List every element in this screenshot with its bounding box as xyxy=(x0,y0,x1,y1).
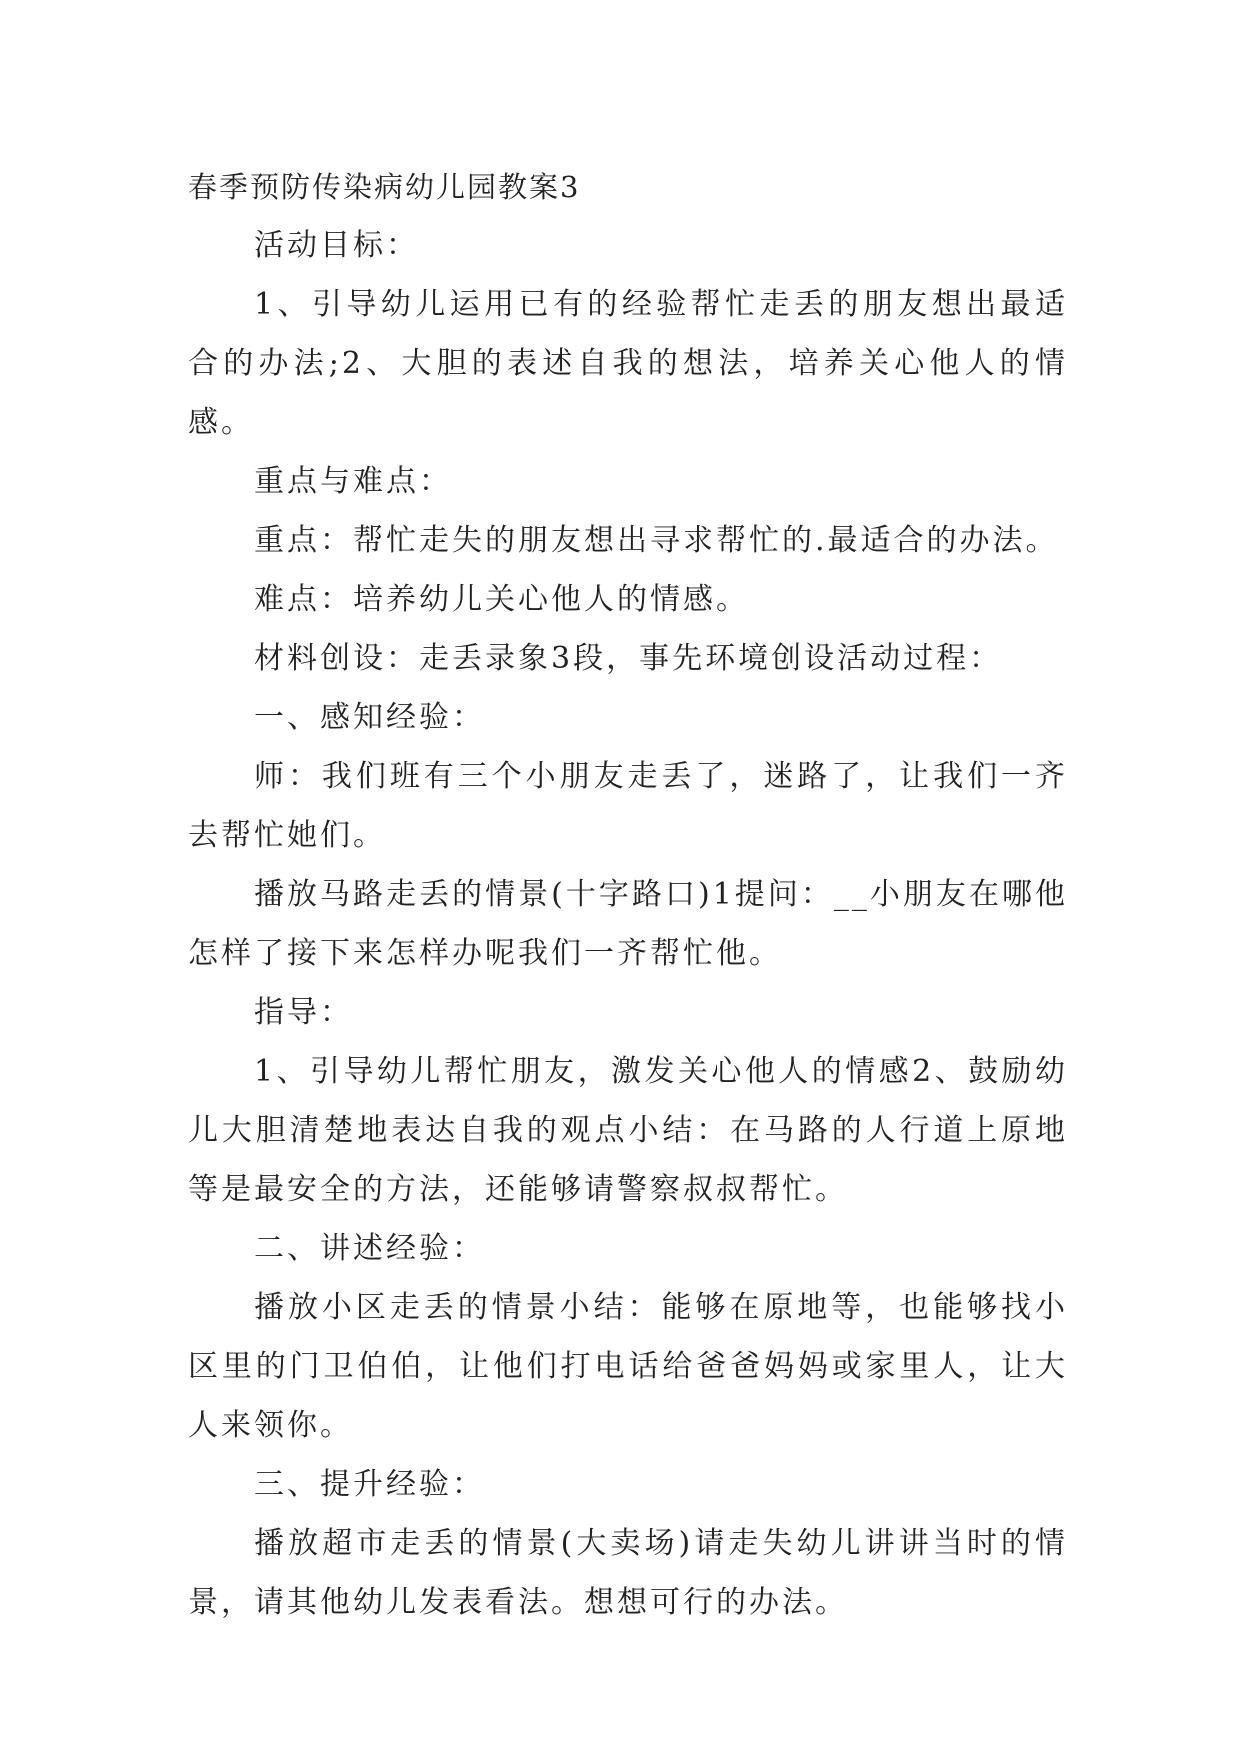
paragraph-teacher-intro: 师：我们班有三个小朋友走丢了，迷路了，让我们一齐去帮忙她们。 xyxy=(188,759,1068,853)
paragraph-guidance-heading: 指导： xyxy=(254,995,353,1030)
paragraph-activity-goals: 1、引导幼儿运用已有的经验帮忙走丢的朋友想出最适合的办法;2、大胆的表述自我的想法，培养关心他人的情感。 xyxy=(188,287,1068,440)
paragraph-section-two-heading: 二、讲述经验： xyxy=(254,1231,485,1266)
paragraph-community-scene: 播放小区走丢的情景小结：能够在原地等，也能够找小区里的门卫伯伯，让他们打电话给爸爸妈妈或家里人，让大人来领你。 xyxy=(188,1290,1068,1443)
paragraph-difficulty: 难点：培养幼儿关心他人的情感。 xyxy=(254,582,749,617)
document-title: 春季预防传染病幼儿园教案3 xyxy=(188,170,581,204)
paragraph-guidance: 1、引导幼儿帮忙朋友，激发关心他人的情感2、鼓励幼儿大胆清楚地表达自我的观点小结：在马路的人行道上原地等是最安全的方法，还能够请警察叔叔帮忙。 xyxy=(188,1054,1068,1207)
paragraph-section-three-heading: 三、提升经验： xyxy=(254,1467,485,1502)
paragraph-key-point: 重点：帮忙走失的朋友想出寻求帮忙的.最适合的办法。 xyxy=(254,523,1059,558)
paragraph-supermarket-scene: 播放超市走丢的情景(大卖场)请走失幼儿讲讲当时的情景，请其他幼儿发表看法。想想可行的办法。 xyxy=(188,1526,1068,1620)
document-body xyxy=(188,158,1068,1632)
paragraph-key-points-heading: 重点与难点： xyxy=(254,464,452,499)
paragraph-section-one-heading: 一、感知经验： xyxy=(254,700,485,735)
paragraph-materials: 材料创设：走丢录象3段，事先环境创设活动过程： xyxy=(254,641,1003,676)
paragraph-road-scene: 播放马路走丢的情景(十字路口)1提问：__小朋友在哪他怎样了接下来怎样办呢我们一齐帮忙他。 xyxy=(188,877,1068,971)
paragraph-activity-goals-heading: 活动目标： xyxy=(254,228,419,263)
